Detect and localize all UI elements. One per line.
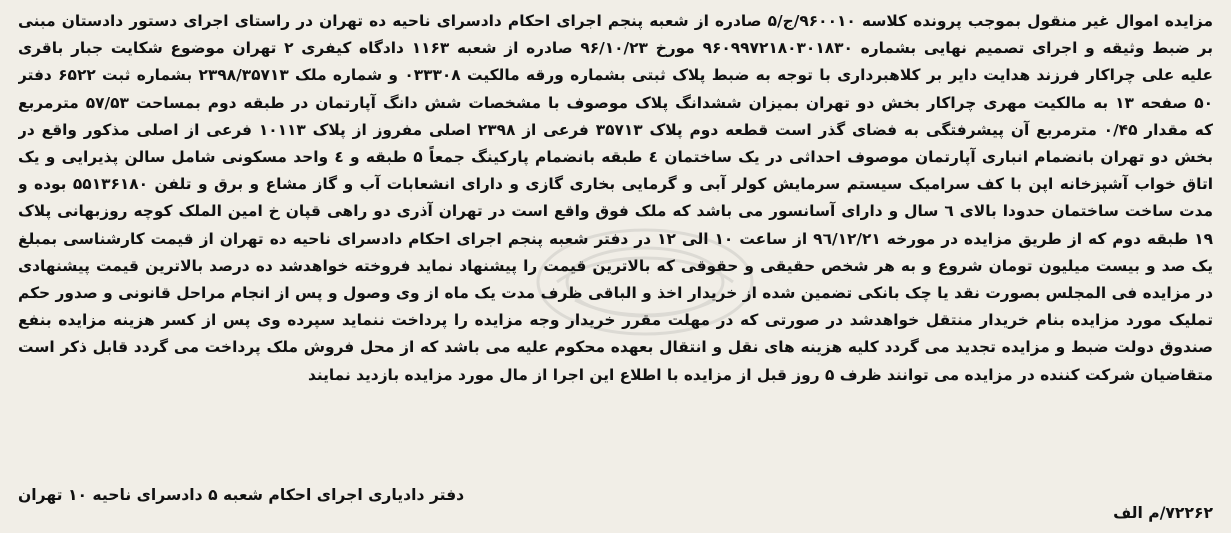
notice-line-6: بخش دو تهران بانضمام انباری آپارتمان موصوف احداثی در یک ساختمان ٤ طبقه بانضمام پارکینگ جمعاً ۵ طبقه و ٤ واحد مسکونی شامل سالن پذیرایی و یک xyxy=(18,148,1213,167)
notice-code: ۷۲۲۶۲/م الف xyxy=(1113,504,1213,522)
auction-notice-body xyxy=(18,8,1213,389)
notice-line-9: ۱۹ طبقه دوم که از طریق مزایده در مورخه ۹٦/۱۲/۲۱ از ساعت ۱۰ الی ۱۲ در دفتر شعبه پنجم اجرای احکام دادسرای ناحیه ده تهران از قیمت کارشناسی بمبلغ xyxy=(18,229,1213,248)
issuing-office: دفتر دادیاری اجرای احکام شعبه ۵ دادسرای ناحیه ۱۰ تهران xyxy=(18,486,465,504)
notice-line-1: مزایده اموال غیر منقول بموجب پرونده کلاسه ۹۶۰۰۱۰/ج/۵ صادره از شعبه پنجم اجرای احکام دادسرای ناحیه ده تهران در راستای اجرای دستور دادستان مبنی xyxy=(18,12,1213,30)
notice-line-4: ۵۰ صفحه ۱۳ به مالکیت مهری چراکار بخش دو تهران بمیزان ششدانگ پلاک موصوف با مشخصات شش دانگ آپارتمان در طبقه دوم بمساحت ۵۷/۵۳ مترمربع xyxy=(18,93,1213,112)
notice-line-13: صندوق دولت ضبط و مزایده تجدید می گردد کلیه هزینه های نقل و انتقال بعهده محکوم علیه می باشد که از محل فروش ملک پرداخت می گردد قابل ذکر است xyxy=(18,338,1213,357)
notice-footer xyxy=(18,486,1213,522)
notice-line-8: مدت ساخت ساختمان حدودا بالای ٦ سال و دارای آسانسور می باشد که ملک فوق واقع است در تهران آذری دو راهی قپان خ امین الملک کوچه روزبهانی پلاک xyxy=(18,202,1213,221)
notice-line-11: در مزایده فی المجلس بصورت نقد یا چک بانکی تضمین شده از خریدار اخذ و الباقی ظرف مدت یک ماه از وی وصول و پس از انجام مراحل قانونی و صدور حکم xyxy=(18,284,1213,303)
notice-line-12: تملیک مورد مزایده بنام خریدار منتقل خواهدشد در صورتی که در مهلت مقرر خریدار وجه مزایده را پرداخت ننماید سپرده وی پس از کسر هزینه مزایده بنفع xyxy=(18,311,1213,330)
notice-line-3: علیه علی چراکار فرزند هدایت دایر بر کلاهبرداری با توجه به ضبط پلاک ثبتی بشماره ورقه مالکیت ۰۳۳۳۰۸ و شماره ملک ۲۳۹۸/۳۵۷۱۳ بشماره ثبت ۶۵۲۲ دفتر xyxy=(18,66,1213,85)
notice-line-7: اتاق خواب آشپزخانه اپن با کف سرامیک سیستم سرمایش کولر آبی و گرمایی بخاری گازی و دارای انشعابات آب و گاز مشاع و برق و تلفن ۵۵۱۳۶۱۸۰ بوده و xyxy=(18,175,1213,194)
notice-line-5: که مقدار ۰/۴۵ مترمربع آن پیشرفتگی به فضای گذر است قطعه دوم پلاک ۳۵۷۱۳ فرعی از ۲۳۹۸ اصلی مفروز از پلاک ۱۰۱۱۳ فرعی از اصلی مذکور واقع در xyxy=(18,120,1213,139)
notice-line-10: یک صد و بیست میلیون تومان شروع و به هر شخص حقیقی و حقوقی که بالاترین قیمت را پیشنهاد نماید فروخته خواهدشد ده درصد بالاترین قیمت پیشنهادی xyxy=(18,256,1213,275)
notice-line-14: متقاضیان شرکت کننده در مزایده می توانند ظرف ۵ روز قبل از مزایده با اطلاع این اجرا از مال مورد مزایده بازدید نمایند xyxy=(307,365,1213,384)
notice-line-2: بر ضبط وثیقه و اجرای تصمیم نهایی بشماره ۹۶۰۹۹۷۲۱۸۰۳۰۱۸۳۰ مورخ ۹۶/۱۰/۲۳ صادره از شعبه ۱۱۶۳ دادگاه کیفری ۲ تهران موضوع شکایت جبار باقری xyxy=(18,39,1213,58)
